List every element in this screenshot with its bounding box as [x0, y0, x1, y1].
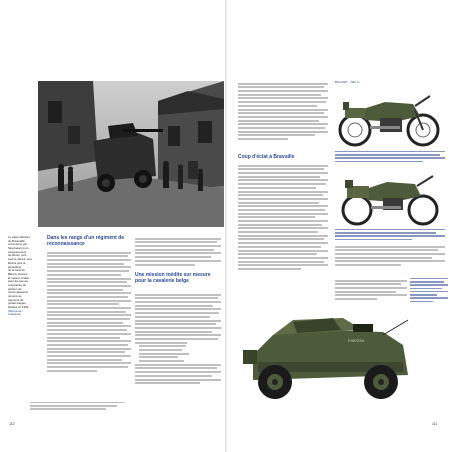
page-number-left: 110: [9, 422, 15, 426]
sidecar-caption: [335, 227, 445, 242]
right-column-1: [238, 163, 328, 275]
footnote: [30, 400, 125, 412]
right-column-2-mid: [335, 244, 445, 274]
section-heading-recon: Dans les rangs d'un régiment de reconnaissance: [47, 235, 125, 247]
left-column-2-top: [135, 236, 221, 272]
gutter: [225, 0, 227, 452]
left-margin-caption: Le trajet habituel du Breanaille commence par Skovselant à un cantonnement de Recey puis sept le détour vers Reims puis la hostellerie de la forêt de Bèlvoir. Devant la maison brûlée avec les jeunes volontaires du peloton de reconnaissance nommé au régiment de guides belges blindés en 1940. (Delvoorte - collection): [8, 236, 32, 317]
vehicle-serial-text: F497234: [348, 338, 364, 343]
right-column-1-top: [238, 81, 328, 151]
armoured-car-illustration: [233, 300, 413, 410]
motorcycle-illustration: [335, 88, 445, 148]
left-column-2: [135, 292, 221, 402]
left-column-1: [47, 250, 131, 400]
motorcycle-caption: BSA M20 ... 500 cc: [335, 81, 360, 84]
section-heading-coup: Coup d'éclat à Bravuille: [238, 154, 295, 160]
motorcycle-caption-body: [335, 149, 445, 164]
armoured-car-photo: [38, 81, 224, 227]
page-number-right: 111: [432, 422, 438, 426]
armoured-car-caption: [410, 276, 448, 304]
section-heading-mission: Une mission inédite sur mesure pour la cavalerie belge: [135, 272, 211, 284]
sidecar-illustration: [335, 168, 445, 226]
